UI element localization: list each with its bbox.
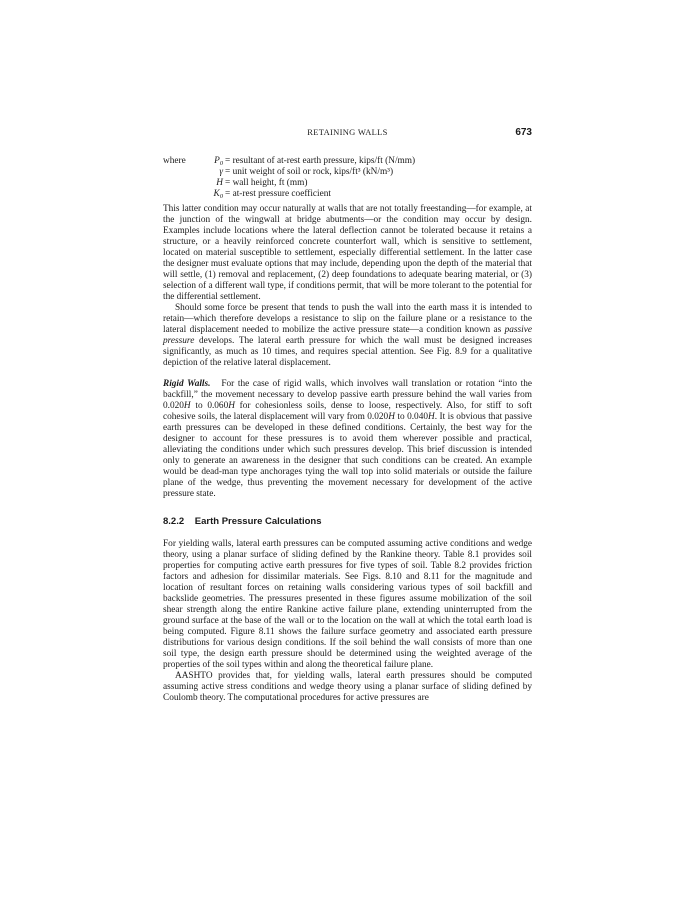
paragraph-yielding-walls: For yielding walls, lateral earth pressures can be computed assuming active conditions and wedge theory, using a planar surface of sliding defined by the Rankine theory. Table 8.1 provides soil properties for computing active earth pressures for five types of soil. Table 8.2 provides friction factors and adhesion for dissimilar materials. See Figs. 8.10 and 8.11 for the magnitude and location of resultant forces on retaining walls considering various types of soil backfill and backslide geometries. The pressures presented in these figures assume mobilization of the soil shear strength along the entire Rankine active failure plane, extending uninterrupted from the ground surface at the base of the wall or to the location on the wall at which the total earth load is being computed. Figure 8.11 shows the failure surface geometry and associated earth pressure distributions for various design conditions. If the soil behind the wall consists of more than one soil type, the design earth pressure should be determined using the weighted average of the properties of the soil types within and along the theoretical failure plane. xyxy=(163,539,532,670)
body-text xyxy=(163,156,532,704)
section-number: 8.2.2 xyxy=(163,516,185,527)
section-heading xyxy=(163,516,532,527)
definition-row xyxy=(163,189,532,200)
definition-text: = unit weight of soil or rock, kips/ft³ (kN/m³) xyxy=(225,167,394,177)
definition-text: = resultant of at-rest earth pressure, kips/ft (N/mm) xyxy=(225,156,416,166)
section-title: Earth Pressure Calculations xyxy=(194,516,322,527)
definition-row xyxy=(163,156,532,167)
paragraph-rigid-walls: Rigid Walls. For the case of rigid walls, which involves wall translation or rotation “into the backfill,” the movement necessary to develop passive earth pressure behind the wall varies from 0.020H to 0.060H for cohesionless soils, dense to loose, respectively. Also, for stiff to soft cohesive soils, the lateral displacement will vary from 0.020H to 0.040H. It is obvious that passive earth pressures can be developed in these defined conditions. Certainly, the best way for the designer to account for these pressures is to avoid them wherever possible and practical, alleviating the conditions under which such pressures develop. This brief discussion is intended only to generate an awareness in the designer that such conditions can be created. An example would be dead-man type anchorages tying the wall top into solid materials or outside the failure plane of the wedge, thus preventing the movement necessary for development of the active pressure state. xyxy=(163,379,532,499)
definition-symbol: $P_0$ xyxy=(214,156,223,167)
definition-row xyxy=(163,178,532,189)
definition-symbol: $K_0$ xyxy=(213,189,223,200)
where-label: where xyxy=(163,156,186,166)
paragraph-latter-condition: This latter condition may occur naturally at walls that are not totally freestanding—for example, at the junction of the wingwall at bridge abutments—or the condition may occur by design. Examples include locations where the lateral deflection cannot be tolerated because it retains a structure, or a heavily reinforced concrete counterfort wall, which is sensitive to settlement, located on material susceptible to settlement, especially differential settlement. In the latter case the designer must evaluate options that may include, depending upon the depth of the material that will settle, (1) removal and replacement, (2) deep foundations to adequate bearing material, or (3) selection of a different wall type, if conditions permit, that will be more tolerant to the potential for the differential settlement. xyxy=(163,204,532,302)
definition-text: = at-rest pressure coefficient xyxy=(225,189,331,199)
variable-definitions xyxy=(163,156,532,200)
run-in-heading: Rigid Walls. xyxy=(163,379,211,389)
running-head xyxy=(163,127,532,139)
definition-row xyxy=(163,167,532,178)
definition-text: = wall height, ft (mm) xyxy=(225,178,308,188)
definition-symbol: H xyxy=(216,178,223,188)
definition-symbol: γ xyxy=(219,167,223,177)
paragraph-aashto: AASHTO provides that, for yielding walls, lateral earth pressures should be computed assuming active stress conditions and wedge theory using a planar surface of sliding defined by Coulomb theory. The computational procedures for active pressures are xyxy=(163,671,532,703)
paragraph-passive-pressure: Should some force be present that tends to push the wall into the earth mass it is intended to retain—which therefore develops a resistance to slip on the failure plane or a resistance to the lateral displacement needed to mobilize the active pressure state—a condition known as passive pressure develops. The lateral earth pressure for which the wall must be designed increases significantly, as much as 10 times, and requires special attention. See Fig. 8.9 for a qualitative depiction of the relative lateral displacement. xyxy=(163,303,532,368)
running-title: RETAINING WALLS xyxy=(307,127,388,137)
page-number: 673 xyxy=(515,127,532,138)
